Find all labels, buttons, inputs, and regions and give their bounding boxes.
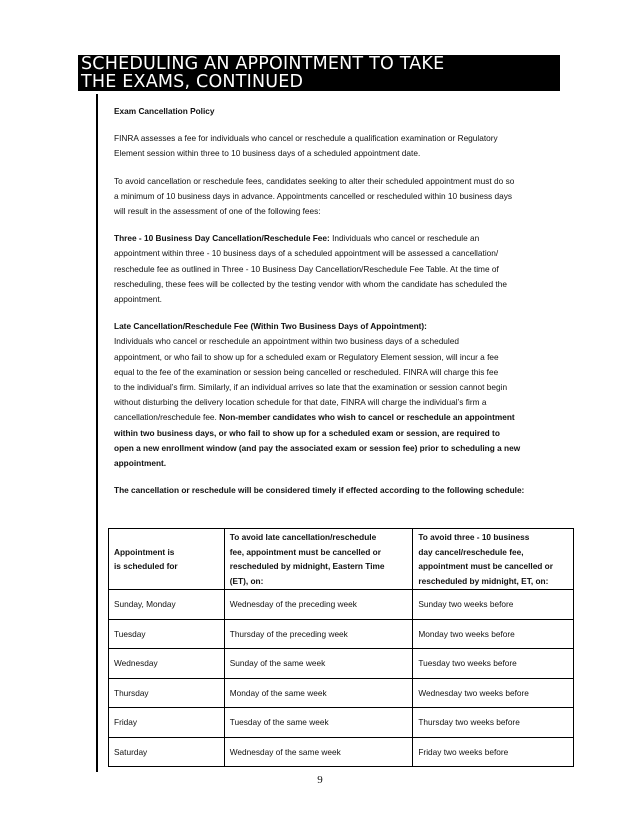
- table-row: [109, 737, 574, 767]
- left-vertical-rule: [96, 94, 98, 772]
- table-cell: Sunday, Monday: [109, 590, 225, 620]
- header-cell-line: appointment must be cancelled or: [418, 561, 553, 571]
- late-line4: to the individual’s firm. Similarly, if an individual arrives so late that the examination or session cannot begin: [114, 382, 508, 393]
- schedule-intro: The cancellation or reschedule will be considered timely if effected according to the following schedule:: [114, 485, 525, 496]
- late-line6: [114, 410, 574, 425]
- three-ten-line5: appointment.: [114, 294, 162, 305]
- table-row: [109, 619, 574, 649]
- table-row: [109, 590, 574, 620]
- late-line5: without disturbing the delivery location schedule for that date, FINRA will charge the individual’s firm a: [114, 397, 487, 408]
- three-ten-line1: [114, 231, 574, 246]
- late-line9: appointment.: [114, 458, 167, 469]
- header-line-2: THE EXAMS, CONTINUED: [81, 72, 304, 92]
- para2-line3: will result in the assessment of one of the following fees:: [114, 206, 321, 217]
- three-ten-line4: rescheduling, these fees will be collected by the testing vendor with whom the candidate has scheduled the: [114, 278, 507, 289]
- section-title: Exam Cancellation Policy: [114, 106, 215, 116]
- table-cell: Thursday two weeks before: [413, 708, 574, 738]
- table-cell: Saturday: [109, 737, 225, 767]
- late-line1: Individuals who cancel or reschedule an appointment within two business days of a scheduled: [114, 336, 459, 347]
- para1-line1: FINRA assesses a fee for individuals who cancel or reschedule a qualification examination or Regulatory: [114, 133, 498, 144]
- table-cell: Tuesday: [109, 619, 225, 649]
- table-cell: Sunday two weeks before: [413, 590, 574, 620]
- three-ten-line2: appointment within three - 10 business days of a scheduled appointment will be assessed a cancellation/: [114, 248, 499, 259]
- table-row: [109, 649, 574, 679]
- header-appointment-day: [109, 529, 225, 590]
- table-cell: Monday of the same week: [224, 678, 413, 708]
- para2-line1: To avoid cancellation or reschedule fees, candidates seeking to alter their scheduled appointment must do so: [114, 175, 515, 186]
- para2-line2: a minimum of 10 business days in advance. Appointments cancelled or rescheduled within 10 business days: [114, 190, 513, 201]
- header-cell-line: rescheduled by midnight, ET, on:: [418, 575, 549, 586]
- section-header-bar: [78, 55, 560, 91]
- late-line3: equal to the fee of the examination or session being cancelled or rescheduled. FINRA will charge this fee: [114, 366, 499, 377]
- cancellation-schedule-table: [108, 528, 574, 767]
- table-row: [109, 708, 574, 738]
- para1-line2: Element session within three to 10 business days of a scheduled appointment date.: [114, 148, 421, 159]
- header-cell-line: Appointment is: [114, 546, 175, 557]
- header-cell-line: day cancel/reschedule fee,: [418, 546, 524, 557]
- late-heading: Late Cancellation/Reschedule Fee (Within Two Business Days of Appointment):: [114, 321, 427, 332]
- table-cell: Tuesday of the same week: [224, 708, 413, 738]
- three-ten-line3: reschedule fee as outlined in Three - 10 Business Day Cancellation/Reschedule Fee Table. At the time of: [114, 263, 499, 274]
- table-cell: Tuesday two weeks before: [413, 649, 574, 679]
- table-cell: Wednesday: [109, 649, 225, 679]
- header-cell-line: To avoid late cancellation/reschedule: [229, 532, 377, 542]
- three-ten-line1-rest: Individuals who cancel or reschedule an: [329, 233, 480, 244]
- late-line6-bold: Non-member candidates who wish to cancel or reschedule an appointment: [219, 412, 515, 423]
- header-cell-line: rescheduled by midnight, Eastern Time: [229, 561, 385, 571]
- table-cell: Thursday of the preceding week: [224, 619, 413, 649]
- late-line7: within two business days, or who fail to show up for a scheduled exam or session, are required to: [114, 427, 500, 438]
- table-cell: Wednesday two weeks before: [413, 678, 574, 708]
- header-cell-line: is scheduled for: [114, 561, 178, 571]
- table-cell: Sunday of the same week: [224, 649, 413, 679]
- table-cell: Thursday: [109, 678, 225, 708]
- policy-content: [114, 104, 574, 498]
- header-three-ten-deadline: [413, 529, 574, 590]
- page-number: 9: [317, 774, 323, 786]
- table-cell: Monday two weeks before: [413, 619, 574, 649]
- three-ten-heading: Three - 10 Business Day Cancellation/Reschedule Fee:: [114, 233, 330, 244]
- table-cell: Wednesday of the preceding week: [224, 590, 413, 620]
- header-cell-line: (ET), on:: [229, 575, 264, 586]
- table-cell: Friday: [109, 708, 225, 738]
- header-cell-line: fee, appointment must be cancelled or: [229, 546, 381, 557]
- late-line8: open a new enrollment window (and pay the associated exam or session fee) prior to scheduling a new: [114, 442, 521, 453]
- header-line-1: SCHEDULING AN APPOINTMENT TO TAKE: [81, 54, 445, 74]
- table-row: [109, 678, 574, 708]
- table-cell: Wednesday of the same week: [224, 737, 413, 767]
- table-header-row: [109, 529, 574, 590]
- header-cell-line: To avoid three - 10 business: [418, 532, 530, 542]
- header-late-deadline: [224, 529, 413, 590]
- late-line2: appointment, or who fail to show up for a scheduled exam or Regulatory Element session, will incur a fee: [114, 351, 499, 362]
- late-line6-plain: cancellation/reschedule fee.: [114, 412, 220, 423]
- table-cell: Friday two weeks before: [413, 737, 574, 767]
